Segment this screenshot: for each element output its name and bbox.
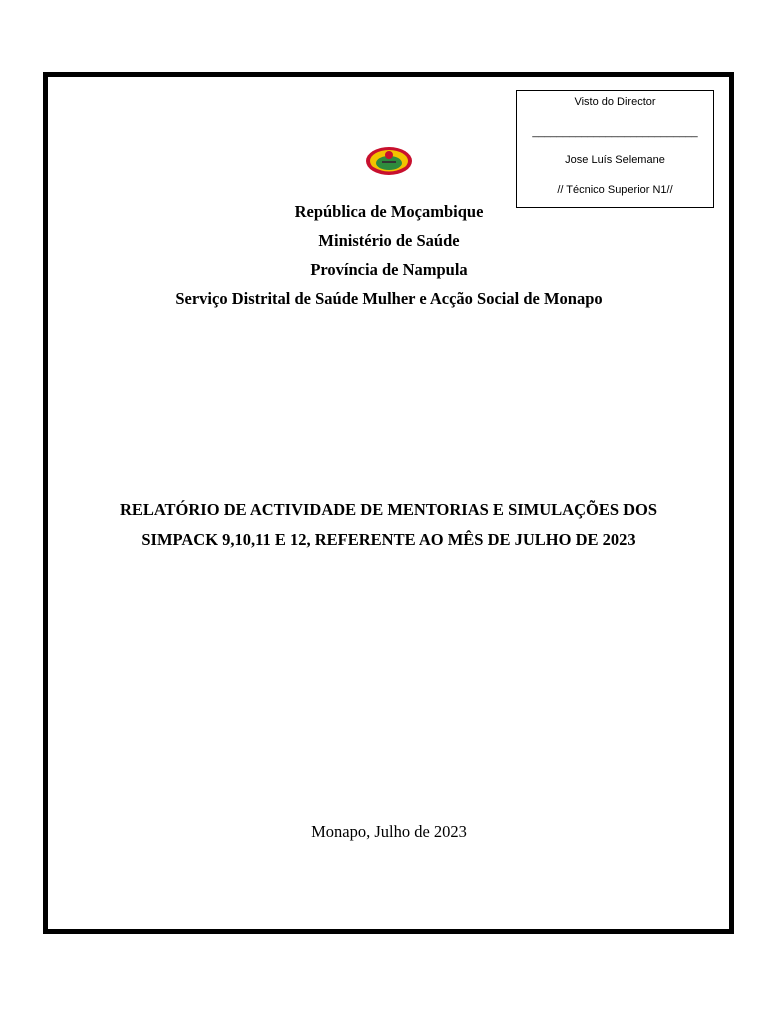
approval-title: Visto do Director: [574, 96, 656, 108]
ministry-name: Ministério de Saúde: [318, 231, 460, 250]
signature-line: ___________________________: [532, 126, 698, 138]
signatory-name: Jose Luís Selemane: [565, 154, 665, 166]
province-name: Província de Nampula: [310, 260, 468, 279]
report-title-line-1: RELATÓRIO DE ACTIVIDADE DE MENTORIAS E SIMULAÇÕES DOS: [119, 500, 658, 519]
district-service-name: Serviço Distrital de Saúde Mulher e Acção Social de Monapo: [175, 289, 603, 308]
republic-name: República de Moçambique: [294, 202, 484, 221]
signatory-role: // Técnico Superior N1//: [557, 184, 673, 196]
director-approval-box: [516, 90, 714, 208]
mozambique-coat-of-arms-icon: [364, 144, 414, 178]
report-title: [43, 495, 734, 555]
place-and-date: Monapo, Julho de 2023: [311, 822, 467, 841]
report-title-line-2: SIMPACK 9,10,11 E 12, REFERENTE AO MÊS DE JULHO DE 2023: [141, 530, 636, 549]
